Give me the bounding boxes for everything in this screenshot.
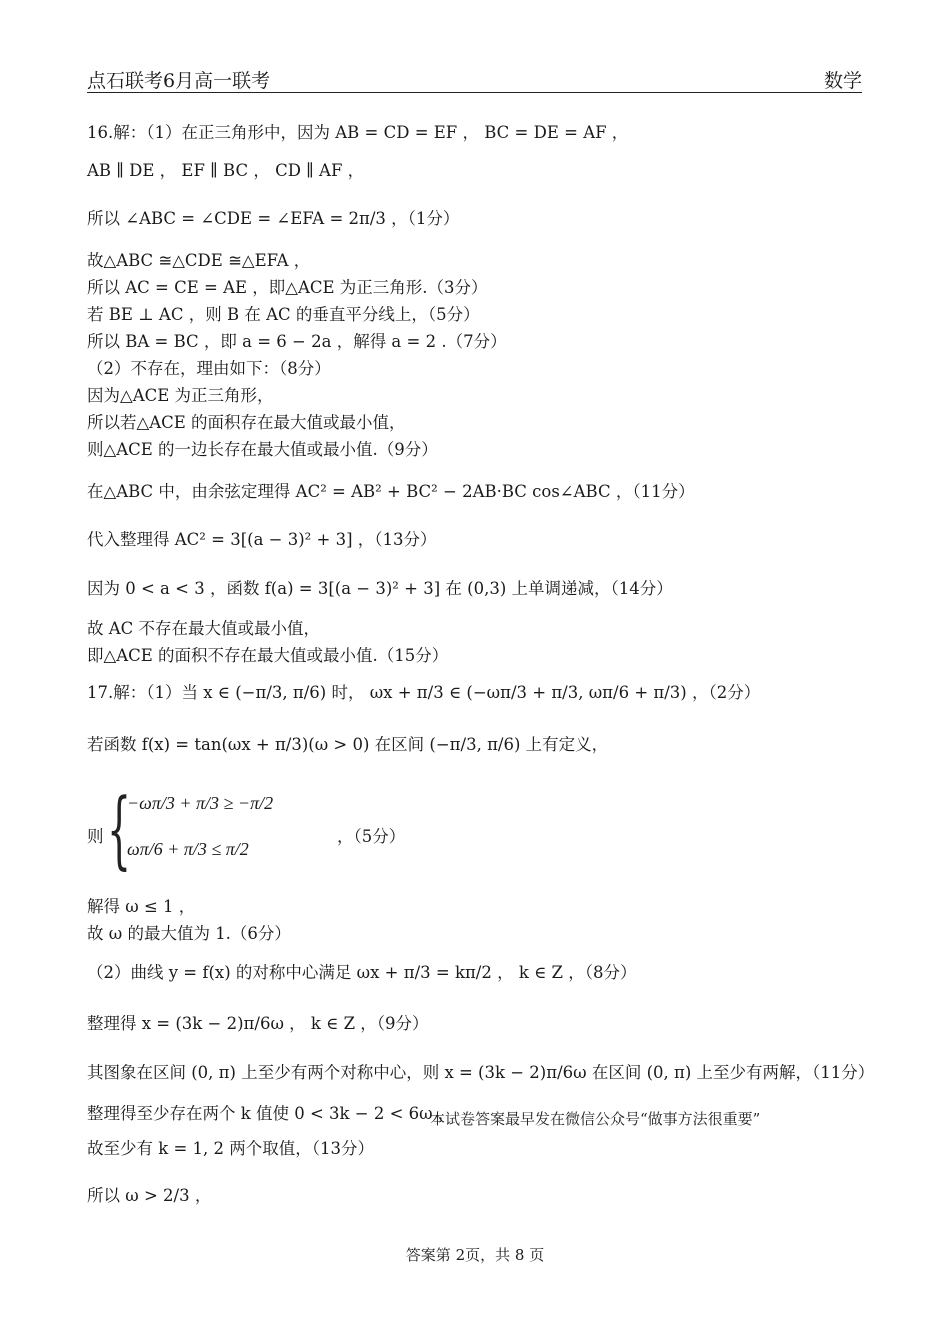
solution-line: 则△ACE 的一边长存在最大值或最小值.（9分） [87, 440, 438, 459]
solution-line: （2）不存在，理由如下：（8分） [87, 359, 331, 378]
solution-line: 故 ω 的最大值为 1.（6分） [87, 924, 291, 943]
solution-line: 整理得至少存在两个 k 值使 0 < 3k − 2 < 6ω ， [87, 1104, 455, 1123]
inequality-row-2: ωπ/6 + π/3 ≤ π/2 [127, 839, 249, 859]
solution-line: 代入整理得 AC² = 3[(a − 3)² + 3] ，（13分） [87, 530, 437, 549]
solution-line: 故至少有 k = 1, 2 两个取值，（13分） [87, 1139, 375, 1158]
solution-line: 故 AC 不存在最大值或最小值， [87, 619, 321, 638]
solution-line: 17.解：（1）当 x ∈ (−π/3, π/6) 时， ωx + π/3 ∈ (−ωπ/3 + π/3, ωπ/6 + π/3) ，（2分） [87, 683, 761, 702]
solution-line: 在△ABC 中，由余弦定理得 AC² = AB² + BC² − 2AB·BC cos∠ABC ，（11分） [87, 482, 695, 501]
solution-line: 因为△ACE 为正三角形， [87, 386, 274, 405]
solution-line: 其图象在区间 (0, π) 上至少有两个对称中心，则 x = (3k − 2)π/6ω 在区间 (0, π) 上至少有两解，（11分） [87, 1063, 875, 1082]
watermark-text: 本试卷答案最早发在微信公众号“做事方法很重要” [430, 1110, 761, 1128]
solution-line: 所以 AC = CE = AE ，即△ACE 为正三角形.（3分） [87, 278, 488, 297]
solution-line: AB ∥ DE ， EF ∥ BC ， CD ∥ AF ， [87, 161, 365, 180]
solution-line: 整理得 x = (3k − 2)π/6ω ， k ∈ Z ，（9分） [87, 1014, 429, 1033]
subject-label: 数学 [823, 70, 862, 92]
solution-line: 因为 0 < a < 3 ，函数 f(a) = 3[(a − 3)² + 3] 在 (0,3) 上单调递减，（14分） [87, 579, 673, 598]
solution-line: 若函数 f(x) = tan(ωx + π/3)(ω > 0) 在区间 (−π/3, π/6) 上有定义， [87, 735, 609, 754]
solution-line: 所以 BA = BC ，即 a = 6 − 2a ，解得 a = 2 .（7分） [87, 332, 507, 351]
solution-line: 即△ACE 的面积不存在最大值或最小值.（15分） [87, 646, 449, 665]
score-note: ，（5分） [337, 827, 406, 846]
solution-line: 所以 ∠ABC = ∠CDE = ∠EFA = 2π/3 ，（1分） [87, 209, 460, 228]
page-footer: 答案第 2页，共 8 页 [405, 1246, 545, 1264]
inequality-row-1: −ωπ/3 + π/3 ≥ −π/2 [127, 793, 274, 813]
left-brace-icon: { [107, 780, 132, 878]
solution-line: 所以若△ACE 的面积存在最大值或最小值， [87, 413, 406, 432]
solution-line: 故△ABC ≅△CDE ≅△EFA ， [87, 251, 311, 270]
solution-line: 所以 ω > 2/3 ， [87, 1186, 212, 1205]
solution-line: 16.解：（1）在正三角形中，因为 AB = CD = EF ， BC = DE = AF ， [87, 123, 629, 142]
brace-label: 则 [87, 827, 104, 846]
page-header [87, 66, 862, 93]
solution-line: 若 BE ⊥ AC ，则 B 在 AC 的垂直平分线上，（5分） [87, 305, 480, 324]
exam-title: 点石联考6月高一联考 [87, 70, 271, 92]
solution-line: 解得 ω ≤ 1 ， [87, 897, 196, 916]
inequality-system [87, 780, 417, 883]
solution-line: （2）曲线 y = f(x) 的对称中心满足 ωx + π/3 = kπ/2 ， k ∈ Z ，（8分） [87, 963, 637, 982]
